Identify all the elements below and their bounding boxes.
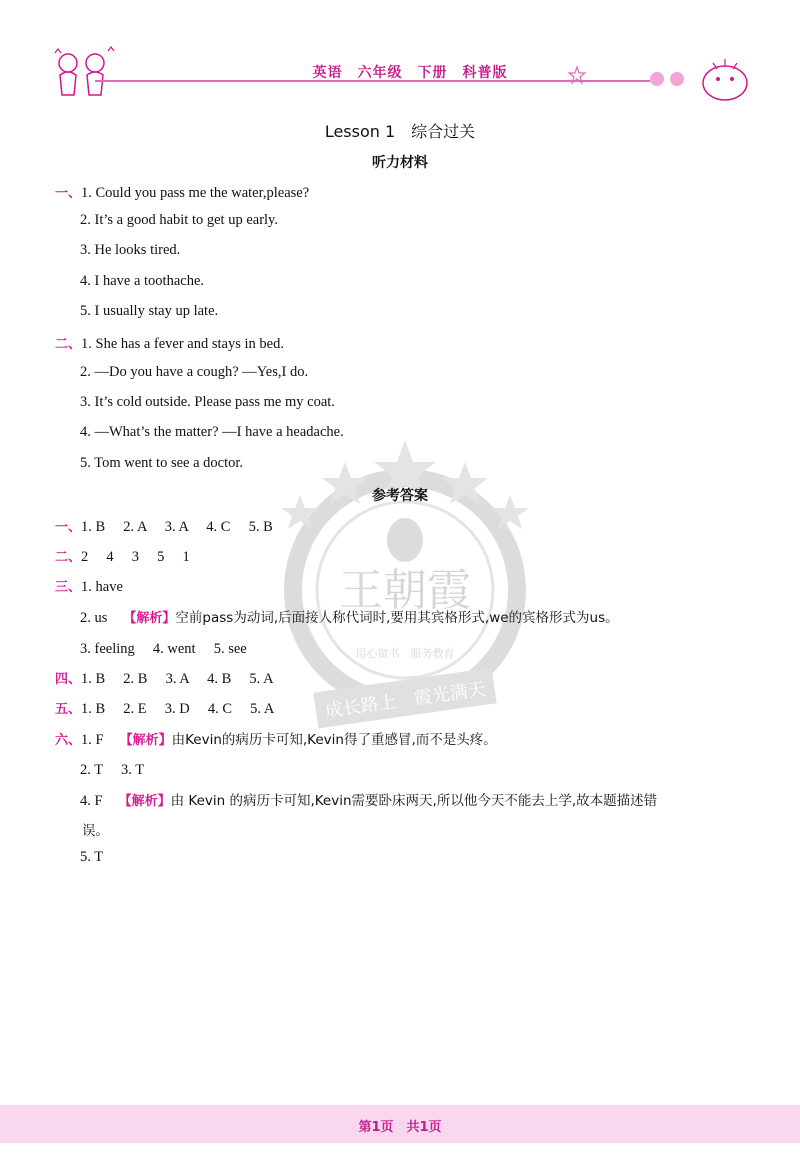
answer-text: 3. feeling 4. went 5. see [80, 641, 247, 657]
section-mark: 五、 [55, 702, 82, 717]
section-mark: 一、 [55, 520, 82, 535]
answer-text: 2. us [80, 610, 108, 626]
explanation-text: 空前pass为动词,后面接人称代词时,要用其宾格形式,we的宾格形式为us。 [175, 610, 619, 626]
listening-sentence: 4. I have a toothache. [80, 273, 205, 289]
svg-text:用心做书 服务教育: 用心做书 服务教育 [355, 647, 455, 660]
listening-sentence: 1. She has a fever and stays in bed. [81, 336, 284, 352]
answer-row [55, 576, 123, 596]
answer-row [55, 667, 274, 688]
page-number: 第1页 共1页 [358, 1120, 442, 1135]
section-mark: 二、 [55, 337, 82, 352]
listening-sentence: 2. It’s a good habit to get up early. [80, 212, 278, 228]
kids-illustration-icon [50, 45, 120, 100]
lesson-title: Lesson 1 综合过关 [324, 122, 476, 141]
list-item [55, 182, 309, 202]
list-item [55, 333, 284, 353]
section-mark: 四、 [55, 672, 82, 687]
section-mark: 一、 [55, 186, 82, 201]
listening-sentence: 1. Could you pass me the water,please? [81, 185, 310, 201]
explanation-text: 由 Kevin 的病历卡可知,Kevin需要卧床两天,所以他今天不能去上学,故本题描述错 [170, 793, 658, 809]
listening-sentence: 5. Tom went to see a doctor. [80, 455, 244, 471]
answer-row [55, 697, 274, 718]
explanation-text: 由Kevin的病历卡可知,Kevin得了重感冒,而不是头疼。 [171, 732, 497, 748]
listening-sentence: 3. He looks tired. [80, 242, 181, 258]
section-mark: 三、 [55, 580, 82, 595]
svg-text:王朝霞: 王朝霞 [339, 565, 471, 616]
listening-sentence: 5. I usually stay up late. [80, 303, 219, 319]
header-title: 英语 六年级 下册 科普版 [312, 65, 508, 81]
answer-text: 1. B 2. A 3. A 4. C 5. B [81, 519, 273, 535]
listening-sentence: 2. —Do you have a cough? —Yes,I do. [80, 364, 309, 380]
page-header [0, 0, 800, 110]
section-mark: 二、 [55, 550, 82, 565]
listening-sentence: 3. It’s cold outside. Please pass me my coat. [80, 394, 335, 410]
answer-text: 1. F [81, 732, 104, 748]
explanation-tag: 【解析】 [123, 611, 176, 626]
answer-row [55, 515, 273, 536]
answer-row [80, 606, 619, 627]
answer-text: 1. B 2. B 3. A 4. B 5. A [81, 671, 274, 687]
answer-text: 5. T [80, 849, 104, 865]
publisher-watermark-seal [270, 440, 540, 730]
listening-sentence: 4. —What’s the matter? —I have a headache. [80, 424, 344, 440]
answer-row [55, 545, 190, 566]
listening-title: 听力材料 [372, 155, 428, 171]
svg-text:成长路上 霞光满天: 成长路上 霞光满天 [323, 678, 488, 723]
answer-text: 4. F [80, 793, 103, 809]
section-mark: 六、 [55, 733, 82, 748]
answer-text: 1. B 2. E 3. D 4. C 5. A [81, 701, 275, 717]
header-decoration-icon [565, 55, 755, 105]
answer-text: 1. have [81, 579, 123, 595]
answer-text: 2 4 3 5 1 [81, 549, 190, 565]
explanation-tag: 【解析】 [118, 794, 171, 809]
explanation-tag: 【解析】 [119, 733, 172, 748]
answers-title: 参考答案 [372, 488, 428, 504]
answer-row [80, 789, 657, 810]
explanation-continuation: 误。 [82, 823, 109, 839]
answer-text: 2. T 3. T [80, 762, 145, 778]
answer-row [55, 728, 497, 749]
